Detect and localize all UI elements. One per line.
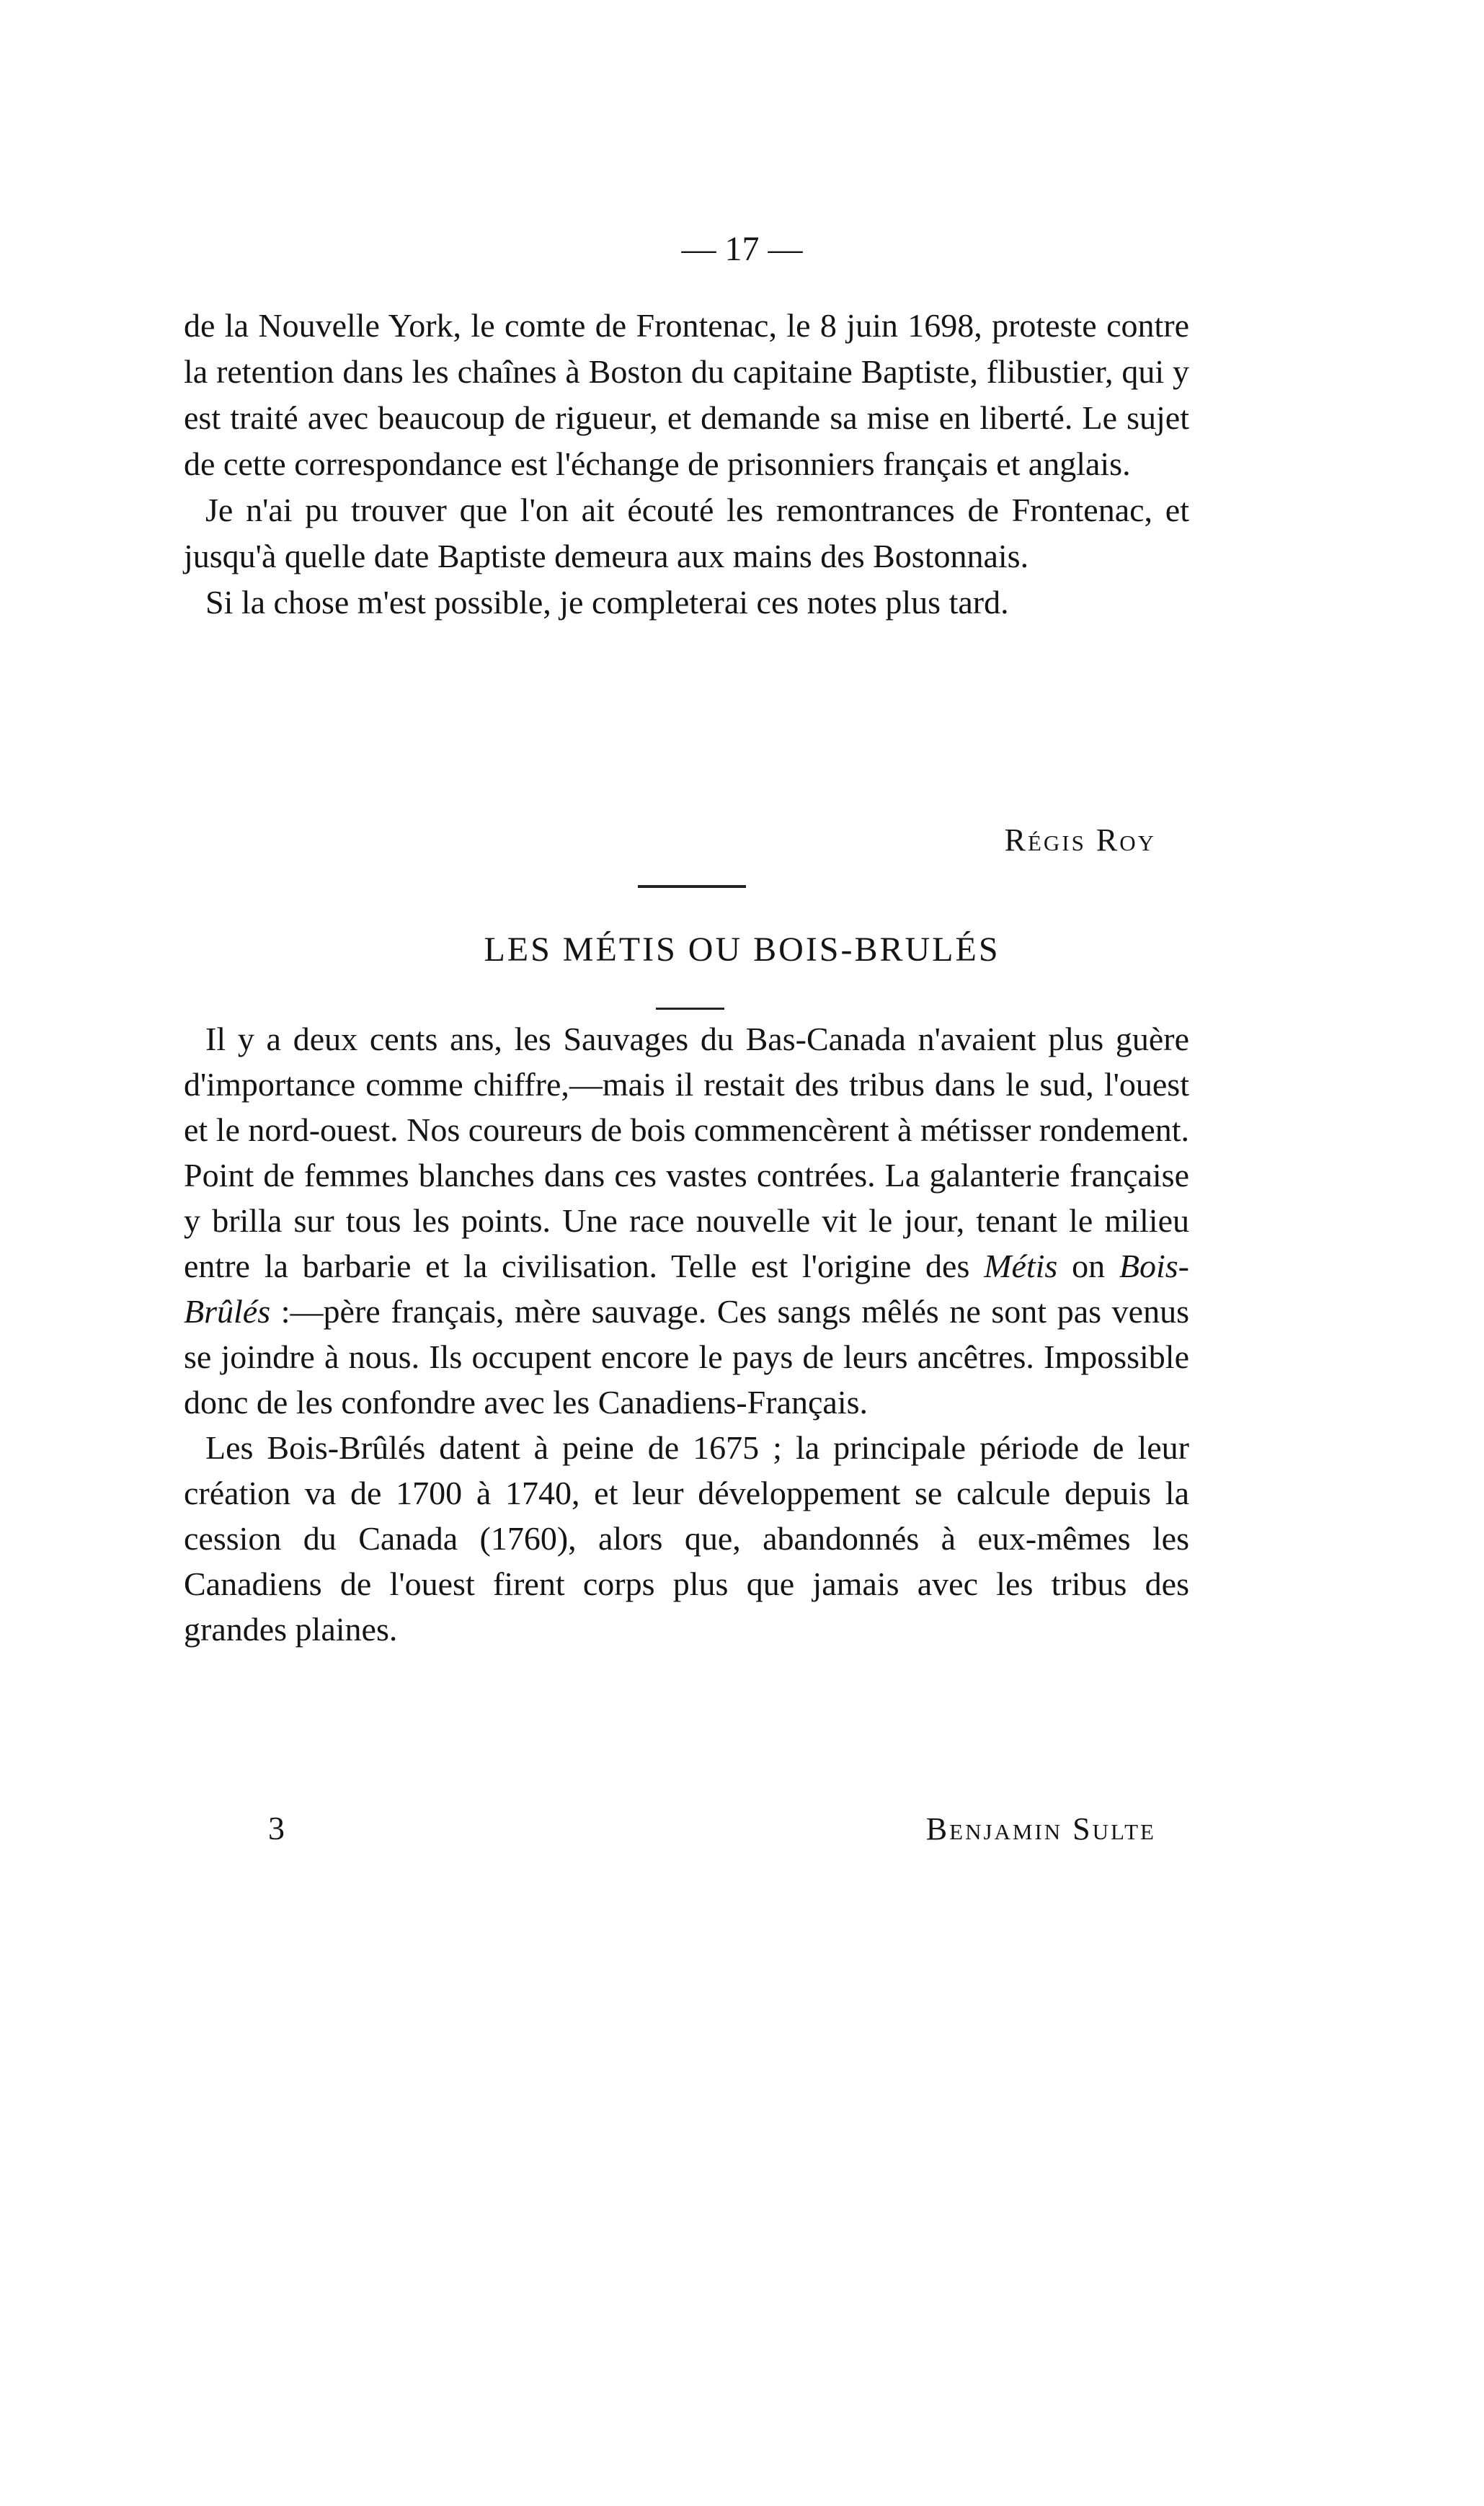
letter-excerpt [184,303,1189,626]
article-paragraph-2: Les Bois-Brûlés datent à peine de 1675 ; la principale période de leur création va de 1700 à 1740, et leur développement se calcule depuis la cession du Canada (1760), alors que, abandonnés à eux-mêmes les Canadiens de l'ouest firent corps plus que jamais avec les tribus des grandes plaines. [184,1429,1189,1648]
article-paragraph-1-on: on [1072,1248,1106,1284]
letter-paragraph-3: Si la chose m'est possible, je completerai ces notes plus tard. [205,584,1009,621]
article-title: LES MÉTIS OU BOIS-BRULÉS [484,930,1000,969]
signature-mark: 3 [268,1810,285,1847]
term-metis: Métis [984,1248,1058,1284]
article-paragraph-1-end: :—père français, mère sauvage. Ces sangs mêlés ne sont pas venus se joindre à nous. Ils occupent encore le pays de leurs ancêtres. Impossible donc de les confondre avec les Canadiens-Français. [184,1293,1189,1421]
term-bois-brules: Bois-Brûlés [184,1248,1190,1330]
page-number: — 17 — [681,230,803,268]
article-paragraph-1-start: Il y a deux cents ans, les Sauvages du Bas-Canada n'avaient plus guère d'importance comme chiffre,—mais il restait des tribus dans le sud, l'ouest et le nord-ouest. Nos coureurs de bois commencèrent à métisser rondement. Point de femmes blanches dans ces vastes contrées. La galanterie française y brilla sur tous les points. Une race nouvelle vit le jour, tenant le milieu entre la barbarie et la civilisation. Telle est l'origine des [184,1021,1189,1284]
letter-paragraph-1: de la Nouvelle York, le comte de Frontenac, le 8 juin 1698, proteste contre la retention dans les chaînes à Boston du capitaine Baptiste, flibustier, qui y est traité avec beaucoup de rigueur, et demande sa mise en liberté. Le sujet de cette correspondance est l'échange de prisonniers français et anglais. [184,307,1189,482]
article-body [184,1016,1189,1652]
section-divider [638,885,746,888]
article-paragraph-1 [184,1016,1189,1425]
letter-paragraph-2: Je n'ai pu trouver que l'on ait écouté les remontrances de Frontenac, et jusqu'à quelle date Baptiste demeura aux mains des Bostonnais. [184,492,1189,574]
author-signature-roy: Régis Roy [1004,822,1156,858]
author-signature-sulte: Benjamin Sulte [925,1811,1156,1847]
title-underline [656,1008,724,1010]
